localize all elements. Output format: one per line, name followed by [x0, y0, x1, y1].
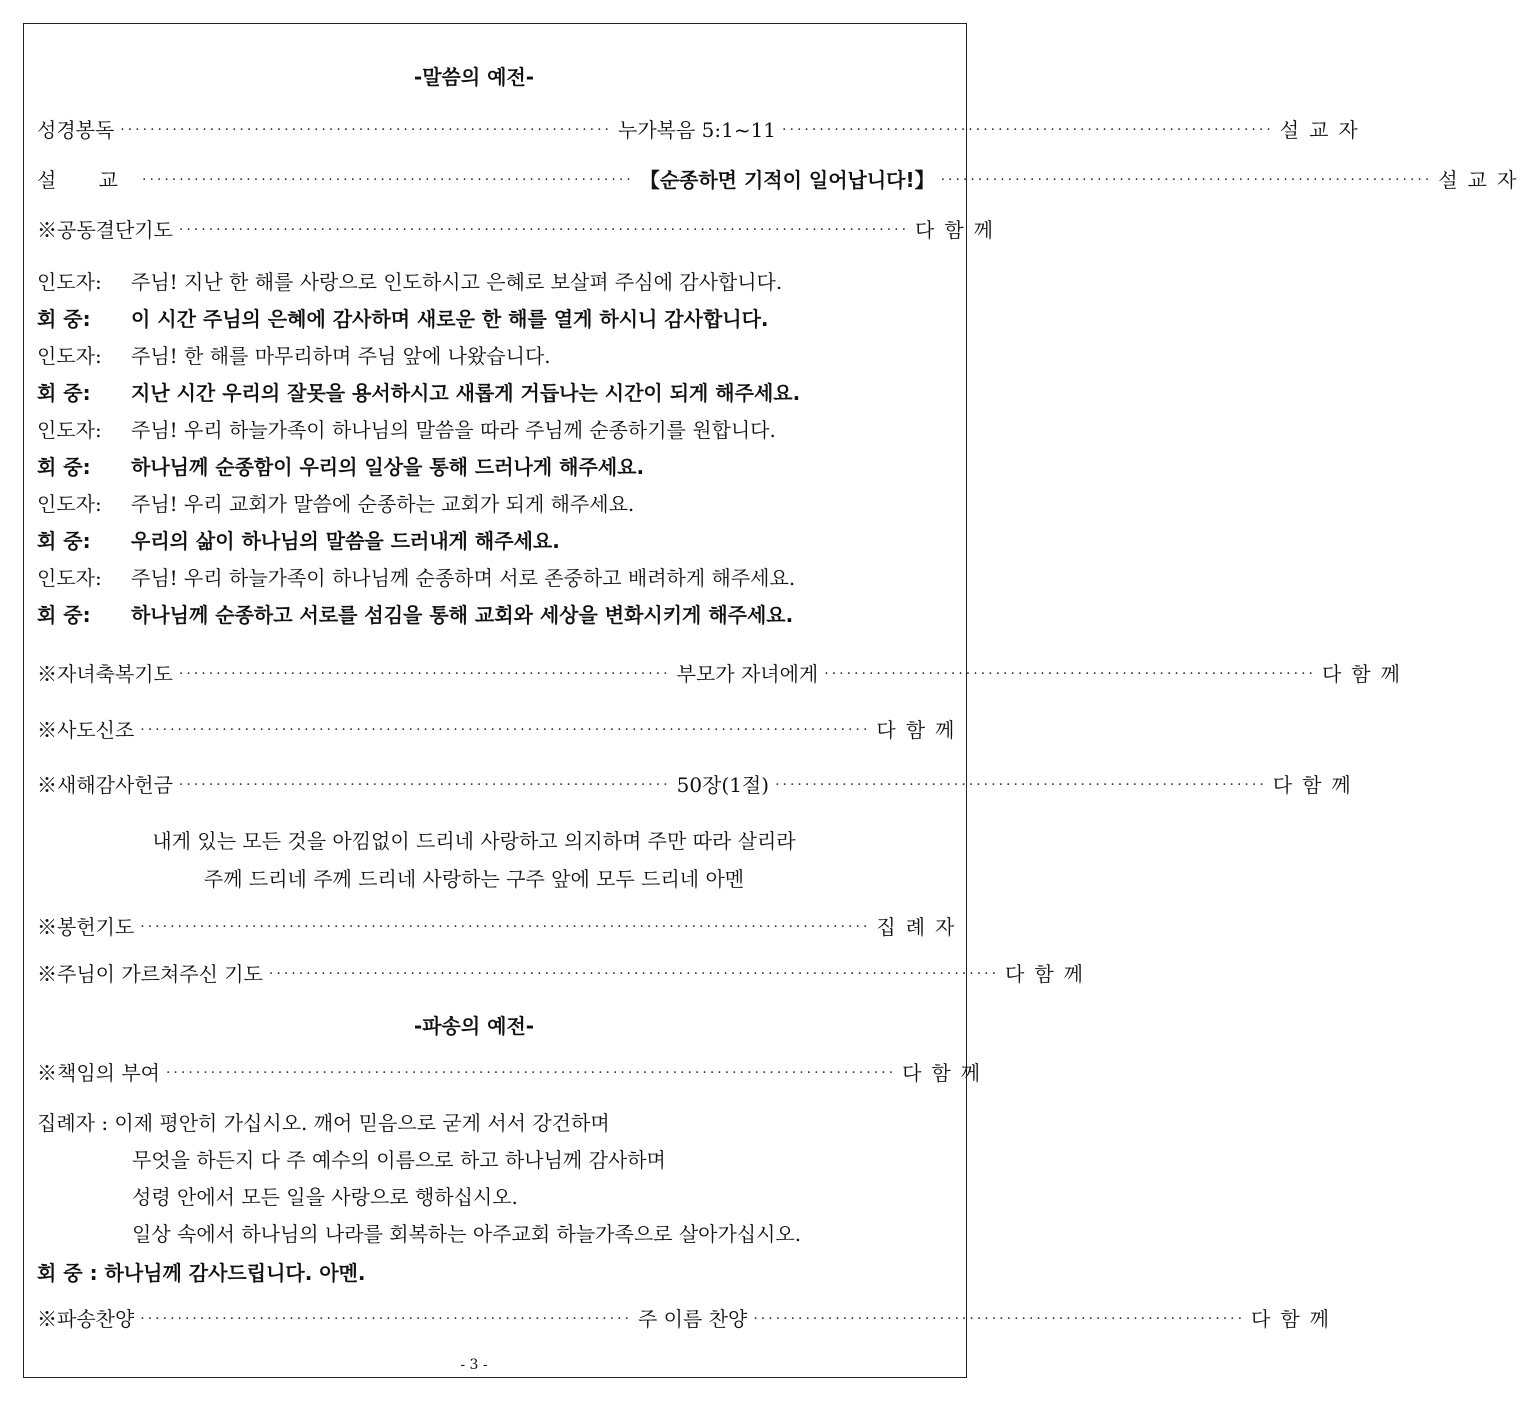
sermon-title: 【순종하면 기적이 일어납니다!】	[639, 168, 935, 192]
benediction-response	[37, 1259, 911, 1287]
prayer-text: 주님! 우리 하늘가족이 하나님의 말씀을 따라 주님께 순종하기를 원합니다.	[131, 418, 776, 442]
order-label: 성경봉독	[37, 118, 115, 142]
speaker-congregation: 회 중 :	[37, 1261, 98, 1285]
order-role: 다함께	[902, 1061, 991, 1085]
order-detail: 부모가 자녀에게	[676, 662, 819, 686]
prayer-text: 주님! 우리 교회가 말씀에 순종하는 교회가 되게 해주세요.	[131, 492, 635, 516]
hymn-lyric: 내게 있는 모든 것을 아낌없이 드리네 사랑하고 의지하며 주만 따라 살리라	[152, 829, 796, 853]
speaker-congregation: 회 중:	[37, 529, 91, 553]
benediction-line	[37, 1109, 911, 1137]
speaker-leader: 인도자:	[37, 492, 102, 516]
speaker-congregation: 회 중:	[37, 455, 91, 479]
order-role: 집례자	[876, 915, 965, 939]
speaker-leader: 인도자:	[37, 344, 102, 368]
prayer-text: 주님! 지난 한 해를 사랑으로 인도하시고 은혜로 보살펴 주심에 감사합니다.	[131, 270, 783, 294]
speaker-leader: 인도자:	[37, 418, 102, 442]
prayer-line	[37, 453, 911, 481]
section-title-sending: -파송의 예전-	[413, 1014, 535, 1038]
prayer-line	[37, 305, 911, 333]
order-label: ※주님이 가르쳐주신 기도	[37, 962, 263, 986]
order-label: 설 교	[37, 168, 136, 192]
dot-leader: ··································································	[142, 172, 634, 188]
order-label: ※책임의 부여	[37, 1061, 160, 1085]
prayer-text: 이 시간 주님의 은혜에 감사하며 새로운 한 해를 열게 하시니 감사합니다.	[131, 307, 769, 331]
hymn-lyric: 주께 드리네 주께 드리네 사랑하는 구주 앞에 모두 드리네 아멘	[203, 867, 745, 891]
order-role: 다함께	[1321, 662, 1410, 686]
prayer-line	[37, 379, 911, 407]
order-role: 설교자	[1279, 118, 1368, 142]
dot-leader: ··································································································	[140, 919, 871, 935]
benediction-text: 일상 속에서 하나님의 나라를 회복하는 아주교회 하늘가족으로 살아가십시오.	[132, 1222, 802, 1246]
order-label: ※파송찬양	[37, 1307, 135, 1331]
speaker-leader: 인도자:	[37, 566, 102, 590]
order-label: ※봉헌기도	[37, 915, 135, 939]
prayer-text: 하나님께 순종함이 우리의 일상을 통해 드러나게 해주세요.	[131, 455, 645, 479]
benediction-text: 무엇을 하든지 다 주 예수의 이름으로 하고 하나님께 감사하며	[132, 1148, 666, 1172]
dot-leader: ··································································································	[268, 966, 1000, 982]
dot-leader: ··································································	[753, 1311, 1246, 1327]
prayer-line	[37, 490, 911, 518]
order-commission	[37, 1059, 991, 1087]
speaker-congregation: 회 중:	[37, 381, 91, 405]
dot-leader: ··································································	[940, 172, 1433, 188]
order-creed	[37, 716, 965, 744]
benediction-text: 성령 안에서 모든 일을 사랑으로 행하십시오.	[132, 1185, 518, 1209]
prayer-text: 주님! 우리 하늘가족이 하나님께 순종하며 서로 존중하고 배려하게 해주세요.	[131, 566, 796, 590]
order-detail: 주 이름 찬양	[638, 1307, 748, 1331]
prayer-line	[37, 564, 911, 592]
dot-leader: ··································································································	[165, 1065, 897, 1081]
order-role: 다함께	[1272, 773, 1361, 797]
order-label: ※사도신조	[37, 718, 135, 742]
order-role: 설교자	[1438, 168, 1526, 192]
order-role: 다함께	[915, 218, 1004, 242]
order-offering-prayer	[37, 913, 965, 941]
response-text: 하나님께 감사드립니다. 아멘.	[104, 1261, 366, 1285]
order-offering	[37, 771, 1361, 799]
speaker-leader: 인도자:	[37, 270, 102, 294]
order-children-blessing	[37, 660, 1410, 688]
dot-leader: ··································································	[178, 666, 671, 682]
order-scripture	[37, 116, 1368, 144]
order-decision-prayer	[37, 216, 1004, 244]
dot-leader: ··································································	[178, 777, 671, 793]
benediction-text: 이제 평안히 가십시오. 깨어 믿음으로 굳게 서서 강건하며	[114, 1111, 610, 1135]
dot-leader: ··································································	[782, 122, 1274, 138]
prayer-text: 지난 시간 우리의 잘못을 용서하시고 새롭게 거듭나는 시간이 되게 해주세요.	[131, 381, 801, 405]
prayer-line	[37, 527, 911, 555]
dot-leader: ··································································	[120, 122, 612, 138]
speaker-congregation: 회 중:	[37, 307, 91, 331]
page-number: - 3 -	[460, 1357, 488, 1373]
benediction-speaker: 집례자 :	[37, 1111, 109, 1135]
prayer-line	[37, 416, 911, 444]
order-lords-prayer	[37, 960, 1094, 988]
order-label: ※새해감사헌금	[37, 773, 173, 797]
order-detail: 50장(1절)	[676, 773, 770, 797]
section-title-word: -말씀의 예전-	[413, 65, 535, 89]
order-label: ※공동결단기도	[37, 218, 173, 242]
dot-leader: ··································································	[140, 1311, 632, 1327]
order-label: ※자녀축복기도	[37, 662, 173, 686]
prayer-text: 주님! 한 해를 마무리하며 주님 앞에 나왔습니다.	[131, 344, 551, 368]
prayer-line	[37, 342, 911, 370]
order-role: 다함께	[1005, 962, 1094, 986]
order-role: 다함께	[1251, 1307, 1340, 1331]
order-detail: 누가복음 5:1~11	[618, 118, 777, 142]
speaker-congregation: 회 중:	[37, 603, 91, 627]
order-role: 다함께	[876, 718, 965, 742]
order-sermon	[37, 166, 1526, 194]
dot-leader: ··································································································	[178, 222, 910, 238]
prayer-text: 우리의 삶이 하나님의 말씀을 드러내게 해주세요.	[131, 529, 560, 553]
dot-leader: ··································································	[824, 666, 1316, 682]
prayer-line	[37, 268, 911, 296]
prayer-text: 하나님께 순종하고 서로를 섬김을 통해 교회와 세상을 변화시키게 해주세요.	[131, 603, 794, 627]
order-sending-hymn	[37, 1305, 1340, 1333]
dot-leader: ··································································	[775, 777, 1267, 793]
prayer-line	[37, 601, 911, 629]
dot-leader: ··································································································	[140, 722, 871, 738]
